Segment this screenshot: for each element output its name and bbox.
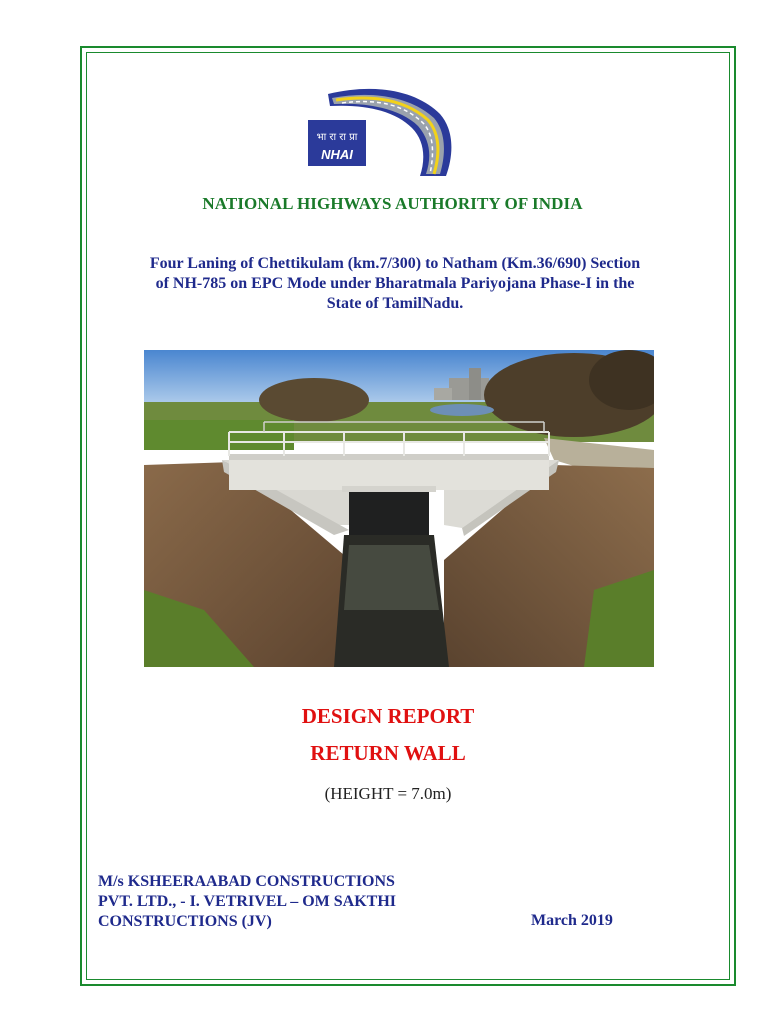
project-line: State of TamilNadu.: [326, 295, 464, 312]
report-title: DESIGN REPORT: [301, 704, 475, 728]
logo-nhai-text: NHAI: [321, 147, 353, 162]
logo-hindi-text: भा रा रा प्रा: [316, 132, 358, 143]
organization-title: NATIONAL HIGHWAYS AUTHORITY OF INDIA: [202, 194, 583, 213]
contractor-line: M/s KSHEERAABAD CONSTRUCTIONS: [98, 873, 395, 890]
culvert-photo: [144, 350, 654, 667]
contractor-block: [98, 872, 396, 932]
report-subtitle: RETURN WALL: [310, 741, 466, 765]
contractor-line: PVT. LTD., - I. VETRIVEL – OM SAKTHI: [98, 893, 396, 910]
contractor-line: CONSTRUCTIONS (JV): [98, 913, 272, 930]
nhai-logo: [308, 84, 458, 180]
project-line: of NH-785 on EPC Mode under Bharatmala Pariyojana Phase-I in the: [155, 275, 635, 292]
nhai-logo-graphic: [308, 84, 458, 180]
project-line: Four Laning of Chettikulam (km.7/300) to Natham (Km.36/690) Section: [149, 255, 641, 272]
report-date: March 2019: [531, 912, 613, 929]
project-description: [100, 254, 690, 314]
height-note: (HEIGHT = 7.0m): [324, 784, 452, 803]
